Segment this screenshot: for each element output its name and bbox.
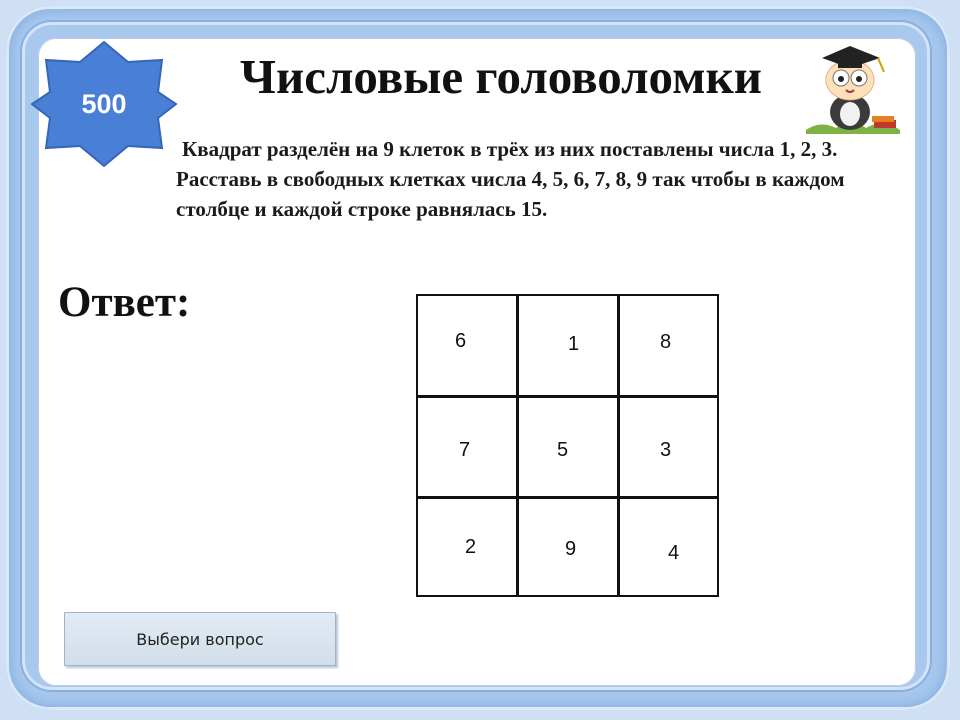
question-text: Квадрат разделён на 9 клеток в трёх из них поставлены числа 1, 2, 3. Расставь в свободных клетках числа 4, 5, 6, 7, 8, 9 так чтобы в каждом столбце и каждой строке равнялась 15. [176,137,845,221]
graduate-owl-icon [800,38,910,138]
grid-line [516,296,519,595]
grid-cell-r1c3: 8 [660,331,672,353]
answer-label: Ответ: [58,279,191,326]
page-title: Числовые головоломки [240,49,762,104]
grid-cell-r1c1: 6 [455,330,467,352]
grid-line [617,296,620,595]
grid-cell-r2c2: 5 [557,439,569,461]
grid-cell-r1c2: 1 [568,333,580,355]
magic-square-grid [416,294,719,597]
grid-cell-r2c1: 7 [459,439,471,461]
grid-cell-r3c2: 9 [565,538,577,560]
choose-question-button[interactable]: Выбери вопрос [64,612,336,666]
grid-cell-r3c1: 2 [465,536,477,558]
grid-cell-r2c3: 3 [660,439,672,461]
points-badge-label: 500 [81,88,127,119]
grid-line [418,395,717,398]
grid-line [418,496,717,499]
grid-cell-r3c3: 4 [668,542,680,564]
